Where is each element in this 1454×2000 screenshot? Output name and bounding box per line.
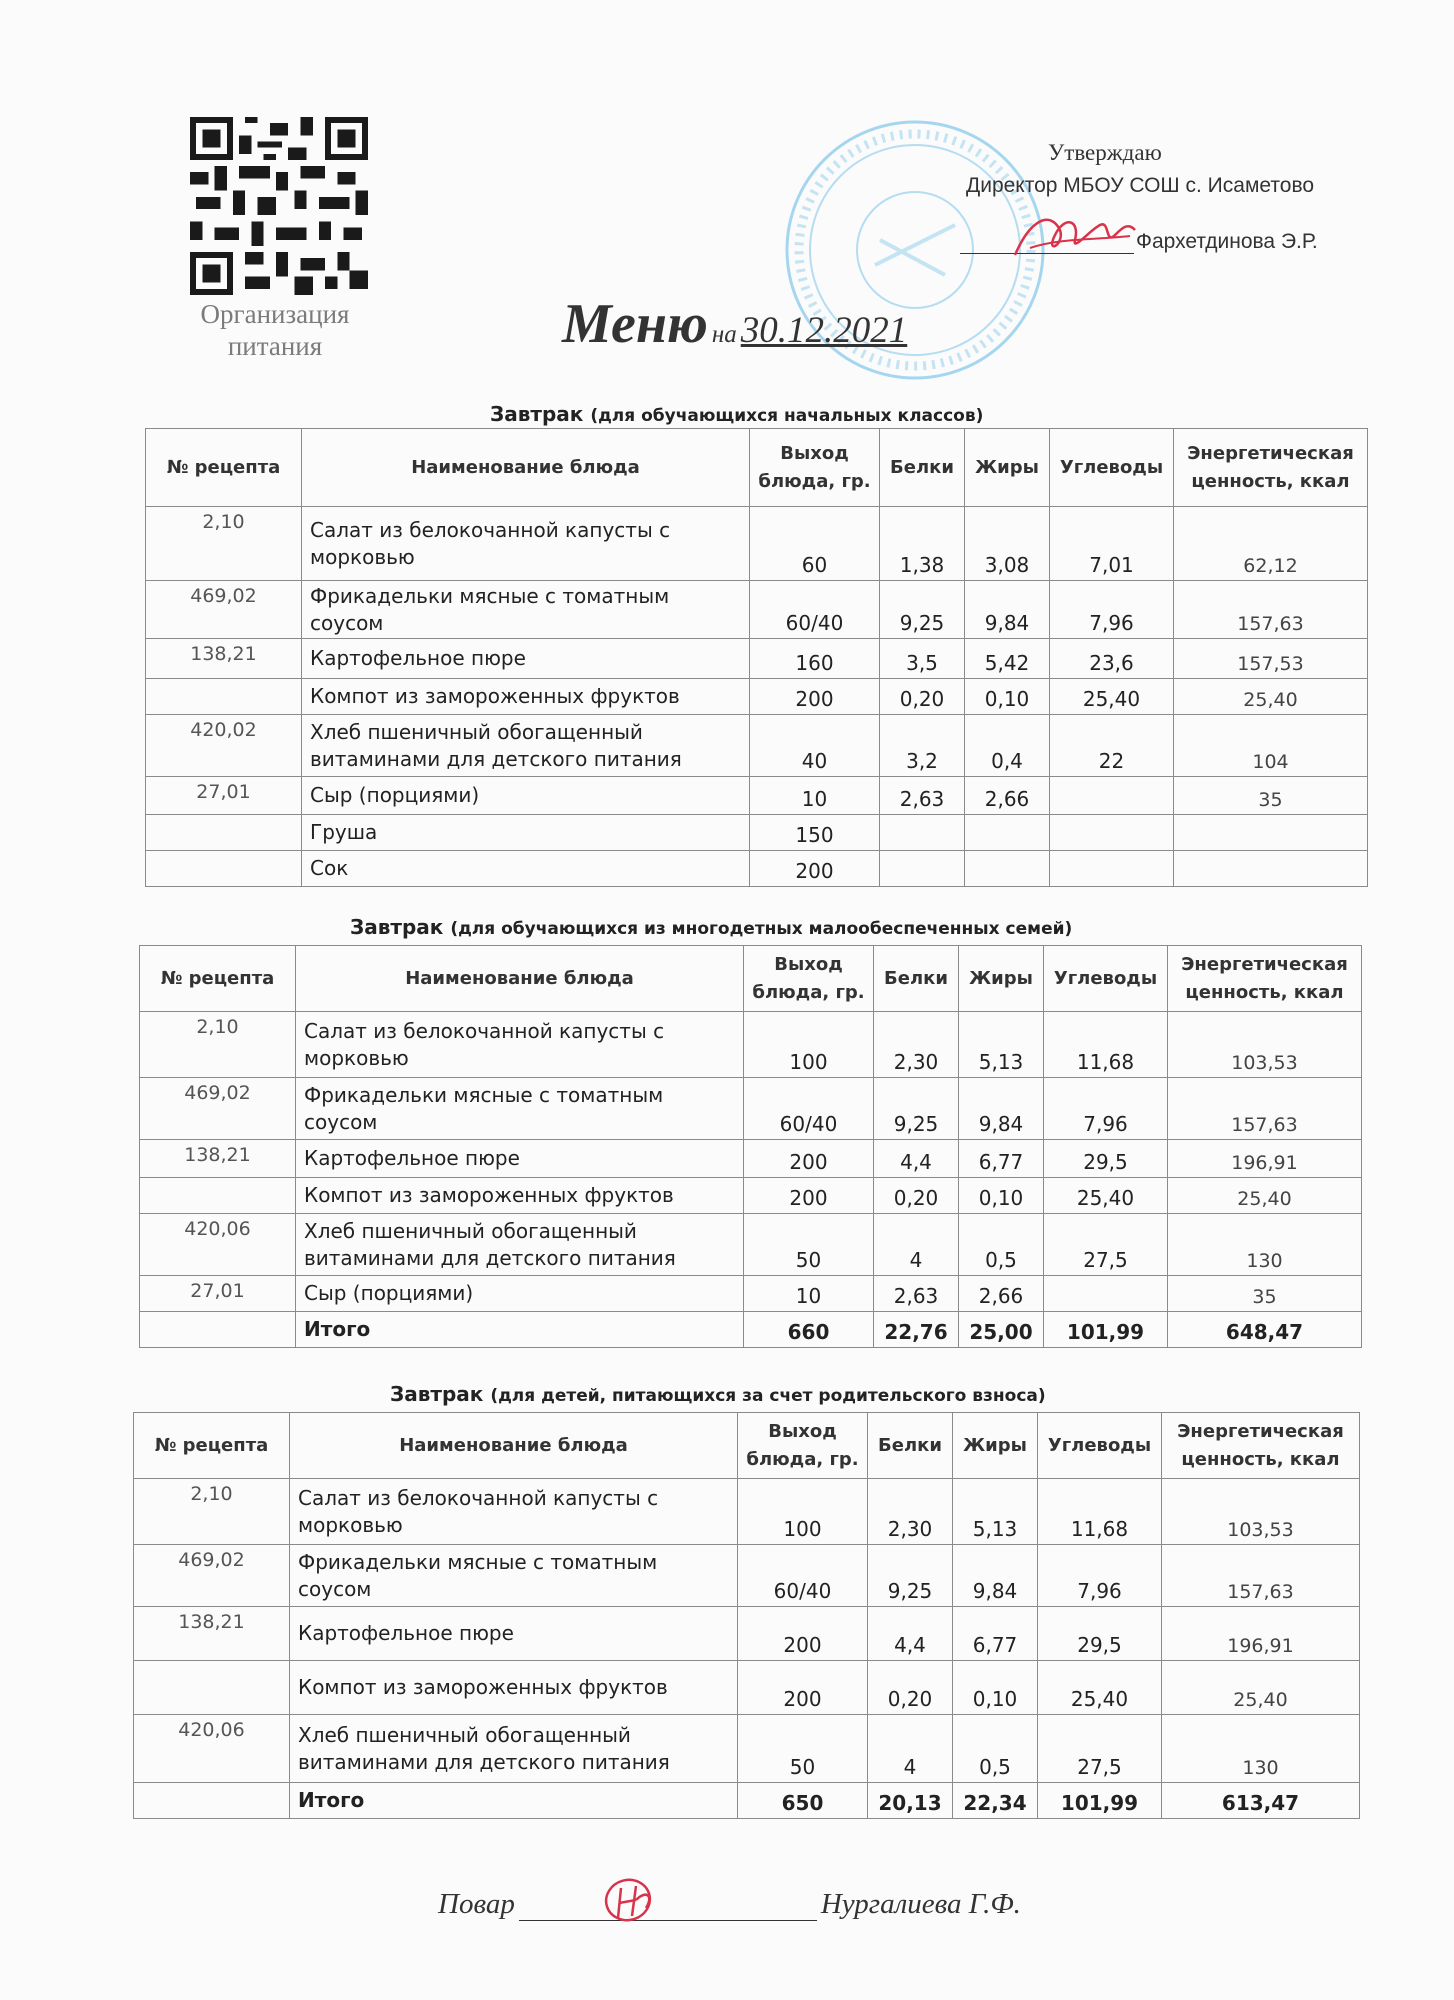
cell-proteins: 9,25 — [874, 1078, 959, 1140]
cell-output: 60/40 — [744, 1078, 874, 1140]
cell-carbs: 7,96 — [1038, 1545, 1162, 1607]
cell-fats: 2,66 — [965, 777, 1050, 815]
cell-carbs: 7,96 — [1050, 581, 1174, 639]
cell-carbs: 7,01 — [1050, 507, 1174, 581]
cell-name: Картофельное пюре — [290, 1607, 738, 1661]
cell-recipe: 420,06 — [134, 1715, 290, 1783]
cell-fats: 0,5 — [953, 1715, 1038, 1783]
header-carbs: Углеводы — [1050, 429, 1174, 507]
cook-label: Повар — [438, 1888, 515, 1920]
cell-carbs: 11,68 — [1044, 1012, 1168, 1078]
cell-energy: 62,12 — [1174, 507, 1368, 581]
approval-heading: Утверждаю — [1048, 140, 1162, 165]
total-label: Итого — [296, 1312, 744, 1348]
menu-date: 30.12.2021 — [740, 310, 908, 351]
cell-proteins: 4 — [874, 1214, 959, 1276]
cell-energy: 157,63 — [1162, 1545, 1360, 1607]
cell-proteins: 1,38 — [880, 507, 965, 581]
section-title-main: Завтрак — [350, 915, 444, 939]
cell-fats: 6,77 — [959, 1140, 1044, 1178]
cell-proteins: 0,20 — [874, 1178, 959, 1214]
header-energy: Энергетическая ценность, ккал — [1168, 946, 1362, 1012]
cell-fats: 0,5 — [959, 1214, 1044, 1276]
cell-name: Сок — [302, 851, 750, 887]
cell-name: Компот из замороженных фруктов — [290, 1661, 738, 1715]
cell-proteins: 2,63 — [880, 777, 965, 815]
table-row — [134, 1607, 1360, 1661]
header-fats: Жиры — [953, 1413, 1038, 1479]
cell-name: Картофельное пюре — [296, 1140, 744, 1178]
cell-output: 200 — [738, 1607, 868, 1661]
cell-energy: 157,63 — [1168, 1078, 1362, 1140]
cell-name: Сыр (порциями) — [302, 777, 750, 815]
cell-carbs: 23,6 — [1050, 639, 1174, 679]
cell-energy: 130 — [1168, 1214, 1362, 1276]
cell-carbs: 25,40 — [1044, 1178, 1168, 1214]
cell-proteins: 4,4 — [868, 1607, 953, 1661]
cell-recipe — [140, 1312, 296, 1348]
header-name: Наименование блюда — [302, 429, 750, 507]
cell-name: Фрикадельки мясные с томатным соусом — [302, 581, 750, 639]
cell-name: Груша — [302, 815, 750, 851]
cell-energy: 25,40 — [1168, 1178, 1362, 1214]
cell-fats: 9,84 — [959, 1078, 1044, 1140]
cell-output: 60/40 — [738, 1545, 868, 1607]
table-row — [134, 1661, 1360, 1715]
table-row — [134, 1715, 1360, 1783]
total-output: 660 — [744, 1312, 874, 1348]
total-row — [134, 1783, 1360, 1819]
cell-carbs: 27,5 — [1044, 1214, 1168, 1276]
cell-output: 40 — [750, 715, 880, 777]
table-row — [146, 679, 1368, 715]
cell-name: Картофельное пюре — [302, 639, 750, 679]
cook-name: Нургалиева Г.Ф. — [820, 1888, 1021, 1920]
cell-fats: 0,10 — [965, 679, 1050, 715]
cell-fats: 0,10 — [959, 1178, 1044, 1214]
cell-energy: 104 — [1174, 715, 1368, 777]
cell-carbs: 25,40 — [1050, 679, 1174, 715]
cell-fats: 0,10 — [953, 1661, 1038, 1715]
header-carbs: Углеводы — [1038, 1413, 1162, 1479]
cell-carbs: 22 — [1050, 715, 1174, 777]
cell-output: 200 — [738, 1661, 868, 1715]
cell-proteins: 3,2 — [880, 715, 965, 777]
header-proteins: Белки — [874, 946, 959, 1012]
cell-output: 160 — [750, 639, 880, 679]
table-row — [140, 1178, 1362, 1214]
cell-proteins: 2,63 — [874, 1276, 959, 1312]
cell-carbs — [1050, 851, 1174, 887]
cell-output: 200 — [744, 1140, 874, 1178]
cell-fats — [965, 815, 1050, 851]
section-title-main: Завтрак — [390, 1382, 484, 1406]
total-proteins: 22,76 — [874, 1312, 959, 1348]
cell-output: 50 — [738, 1715, 868, 1783]
cell-carbs — [1044, 1276, 1168, 1312]
menu-table-primary — [145, 428, 1368, 887]
cell-fats: 0,4 — [965, 715, 1050, 777]
cell-energy: 157,63 — [1174, 581, 1368, 639]
total-row — [140, 1312, 1362, 1348]
approval-name: Фархетдинова Э.Р. — [1136, 230, 1318, 253]
table-row — [140, 1140, 1362, 1178]
total-label: Итого — [290, 1783, 738, 1819]
header-proteins: Белки — [868, 1413, 953, 1479]
cell-carbs — [1050, 777, 1174, 815]
cell-recipe: 469,02 — [140, 1078, 296, 1140]
cell-name: Хлеб пшеничный обогащенный витаминами для детского питания — [302, 715, 750, 777]
cell-energy: 103,53 — [1168, 1012, 1362, 1078]
cell-carbs: 29,5 — [1038, 1607, 1162, 1661]
header-recipe: № рецепта — [140, 946, 296, 1012]
total-fats: 22,34 — [953, 1783, 1038, 1819]
header-energy: Энергетическая ценность, ккал — [1174, 429, 1368, 507]
cell-energy: 35 — [1168, 1276, 1362, 1312]
cell-recipe: 2,10 — [146, 507, 302, 581]
cell-carbs: 27,5 — [1038, 1715, 1162, 1783]
cell-proteins: 9,25 — [880, 581, 965, 639]
cell-carbs — [1050, 815, 1174, 851]
cell-fats: 5,13 — [959, 1012, 1044, 1078]
menu-table-large-families — [139, 945, 1362, 1348]
section-title-main: Завтрак — [490, 402, 584, 426]
table-row — [140, 1214, 1362, 1276]
total-output: 650 — [738, 1783, 868, 1819]
header-energy: Энергетическая ценность, ккал — [1162, 1413, 1360, 1479]
cell-energy: 35 — [1174, 777, 1368, 815]
director-signature — [1010, 200, 1140, 270]
cell-energy: 25,40 — [1174, 679, 1368, 715]
cell-carbs: 25,40 — [1038, 1661, 1162, 1715]
header-carbs: Углеводы — [1044, 946, 1168, 1012]
section-subtitle: (для детей, питающихся за счет родительского взноса) — [490, 1386, 1046, 1406]
section-subtitle: (для обучающихся из многодетных малообеспеченных семей) — [450, 919, 1073, 939]
organization-label: Организация питания — [200, 299, 350, 361]
header-output: Выход блюда, гр. — [738, 1413, 868, 1479]
cell-carbs: 11,68 — [1038, 1479, 1162, 1545]
cell-output: 150 — [750, 815, 880, 851]
cell-proteins: 3,5 — [880, 639, 965, 679]
cell-energy — [1174, 851, 1368, 887]
header-recipe: № рецепта — [134, 1413, 290, 1479]
section-title — [350, 915, 1072, 939]
cell-name: Фрикадельки мясные с томатным соусом — [290, 1545, 738, 1607]
header-recipe: № рецепта — [146, 429, 302, 507]
cell-recipe: 2,10 — [140, 1012, 296, 1078]
menu-table-parent-fee — [133, 1412, 1360, 1819]
table-row — [146, 581, 1368, 639]
cell-name: Компот из замороженных фруктов — [296, 1178, 744, 1214]
cell-recipe — [140, 1178, 296, 1214]
cell-fats: 5,42 — [965, 639, 1050, 679]
cell-carbs: 7,96 — [1044, 1078, 1168, 1140]
section-title — [390, 1382, 1046, 1406]
table-row — [140, 1078, 1362, 1140]
cell-output: 50 — [744, 1214, 874, 1276]
header-name: Наименование блюда — [290, 1413, 738, 1479]
menu-title-word: Меню — [562, 293, 708, 355]
menu-title — [562, 292, 907, 356]
cell-proteins: 0,20 — [880, 679, 965, 715]
cell-recipe: 138,21 — [134, 1607, 290, 1661]
cell-recipe: 420,02 — [146, 715, 302, 777]
total-carbs: 101,99 — [1044, 1312, 1168, 1348]
cell-proteins: 2,30 — [868, 1479, 953, 1545]
cell-energy: 196,91 — [1168, 1140, 1362, 1178]
approval-position: Директор МБОУ СОШ с. Исаметово — [966, 174, 1315, 197]
cook-signature — [596, 1870, 666, 1930]
cell-recipe: 469,02 — [134, 1545, 290, 1607]
cell-recipe — [134, 1661, 290, 1715]
cell-proteins — [880, 851, 965, 887]
table-row — [146, 639, 1368, 679]
cell-proteins: 4 — [868, 1715, 953, 1783]
header-proteins: Белки — [880, 429, 965, 507]
cell-output: 60/40 — [750, 581, 880, 639]
menu-title-on: на — [711, 321, 737, 348]
cell-name: Хлеб пшеничный обогащенный витаминами для детского питания — [290, 1715, 738, 1783]
table-row — [134, 1545, 1360, 1607]
table-row — [146, 507, 1368, 581]
cell-fats: 9,84 — [965, 581, 1050, 639]
cell-output: 60 — [750, 507, 880, 581]
cell-energy: 130 — [1162, 1715, 1360, 1783]
cell-name: Компот из замороженных фруктов — [302, 679, 750, 715]
cell-recipe: 138,21 — [146, 639, 302, 679]
cell-energy: 157,53 — [1174, 639, 1368, 679]
cell-name: Салат из белокочанной капусты с морковью — [302, 507, 750, 581]
cell-fats: 9,84 — [953, 1545, 1038, 1607]
cell-energy — [1174, 815, 1368, 851]
header-fats: Жиры — [965, 429, 1050, 507]
cell-fats — [965, 851, 1050, 887]
table-row — [134, 1479, 1360, 1545]
cell-recipe — [146, 851, 302, 887]
cell-name: Фрикадельки мясные с томатным соусом — [296, 1078, 744, 1140]
table-row — [146, 715, 1368, 777]
cook-signature-block — [438, 1888, 1021, 1921]
cell-energy: 25,40 — [1162, 1661, 1360, 1715]
table-row — [140, 1276, 1362, 1312]
cell-energy: 103,53 — [1162, 1479, 1360, 1545]
section-title — [490, 402, 983, 426]
table-row — [140, 1012, 1362, 1078]
cell-proteins: 2,30 — [874, 1012, 959, 1078]
section-subtitle: (для обучающихся начальных классов) — [590, 406, 984, 426]
table-row — [146, 851, 1368, 887]
cell-recipe — [146, 815, 302, 851]
cell-name: Хлеб пшеничный обогащенный витаминами для детского питания — [296, 1214, 744, 1276]
table-row — [146, 777, 1368, 815]
cell-output: 100 — [738, 1479, 868, 1545]
cell-output: 200 — [744, 1178, 874, 1214]
cell-recipe: 27,01 — [140, 1276, 296, 1312]
cell-output: 200 — [750, 679, 880, 715]
table-row — [146, 815, 1368, 851]
cell-output: 100 — [744, 1012, 874, 1078]
cell-name: Салат из белокочанной капусты с морковью — [290, 1479, 738, 1545]
cell-recipe — [134, 1783, 290, 1819]
cell-fats: 5,13 — [953, 1479, 1038, 1545]
cell-recipe — [146, 679, 302, 715]
cell-proteins: 4,4 — [874, 1140, 959, 1178]
total-carbs: 101,99 — [1038, 1783, 1162, 1819]
cell-name: Салат из белокочанной капусты с морковью — [296, 1012, 744, 1078]
cell-proteins: 9,25 — [868, 1545, 953, 1607]
header-name: Наименование блюда — [296, 946, 744, 1012]
cell-energy: 196,91 — [1162, 1607, 1360, 1661]
header-output: Выход блюда, гр. — [744, 946, 874, 1012]
header-fats: Жиры — [959, 946, 1044, 1012]
cell-output: 10 — [750, 777, 880, 815]
cell-carbs: 29,5 — [1044, 1140, 1168, 1178]
header-output: Выход блюда, гр. — [750, 429, 880, 507]
cell-fats: 3,08 — [965, 507, 1050, 581]
qr-code — [190, 117, 368, 295]
total-energy: 613,47 — [1162, 1783, 1360, 1819]
total-proteins: 20,13 — [868, 1783, 953, 1819]
cell-name: Сыр (порциями) — [296, 1276, 744, 1312]
cell-output: 200 — [750, 851, 880, 887]
cook-signature-line — [519, 1890, 817, 1921]
cell-fats: 2,66 — [959, 1276, 1044, 1312]
cell-recipe: 27,01 — [146, 777, 302, 815]
total-fats: 25,00 — [959, 1312, 1044, 1348]
total-energy: 648,47 — [1168, 1312, 1362, 1348]
cell-proteins: 0,20 — [868, 1661, 953, 1715]
cell-recipe: 2,10 — [134, 1479, 290, 1545]
cell-recipe: 138,21 — [140, 1140, 296, 1178]
cell-recipe: 469,02 — [146, 581, 302, 639]
cell-output: 10 — [744, 1276, 874, 1312]
cell-recipe: 420,06 — [140, 1214, 296, 1276]
cell-proteins — [880, 815, 965, 851]
cell-fats: 6,77 — [953, 1607, 1038, 1661]
